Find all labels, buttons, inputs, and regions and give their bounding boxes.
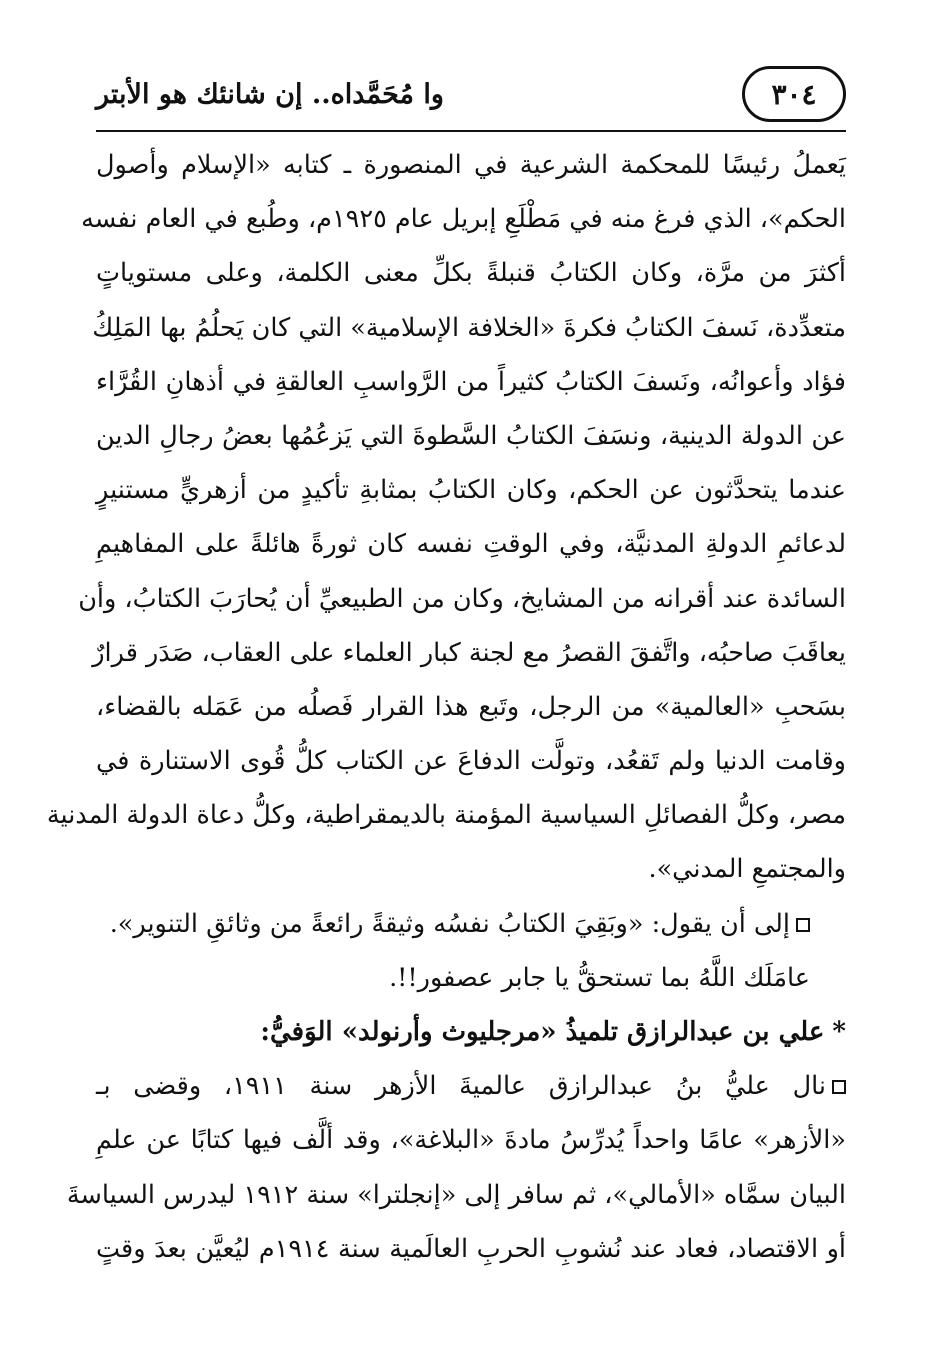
text-line: «الأزهر» عامًا واحداً يُدرِّسُ مادةَ «البلاغة»، وقد ألَّف فيها كتابًا عن علمِ [96, 1125, 846, 1156]
quote-text: إلى أن يقول: «وبَقِيَ الكتابُ نفسُه وثيقةً رائعةً من وثائقِ التنوير». [109, 908, 790, 939]
text-line: بسَحبِ «العالمية» من الرجل، وتَبع هذا القرار فَصلُه من عَمَله بالقضاء، [96, 691, 846, 722]
quote-line [96, 897, 846, 951]
text-line: عن الدولة الدينية، ونسَفَ الكتابُ السَّطوةَ التي يَزعُمُها بعضُ رجالِ الدين [96, 420, 846, 451]
text-line: والمجتمعِ المدني». [648, 854, 846, 885]
text-line: يعاقَبَ صاحبُه، واتَّفقَ القصرُ مع لجنة كبار العلماء على العقاب، صَدَر قرارٌ [92, 637, 846, 668]
header-rule [96, 130, 846, 132]
text-line-content: نال عليُّ بنُ عبدالرازق عالميةَ الأزهر سنة ١٩١١، وقضى بـ [96, 1071, 826, 1102]
page-header [96, 58, 846, 130]
text-line: عندما يتحدَّثون عن الحكم، وكان الكتابُ بمثابةِ تأكيدٍ من أزهريٍّ مستنيرٍ [96, 475, 846, 506]
text-line: فؤاد وأعوانُه، ونَسفَ الكتابُ كثيراً من الرَّواسبِ العالقةِ في أذهانِ القُرَّاء [96, 366, 846, 397]
text-line: الحكم»، الذي فرغ منه في مَطْلَعِ إبريل عام ١٩٢٥م، وطُبع في العام نفسه [81, 204, 846, 235]
paragraph-square-icon [796, 918, 810, 932]
text-line: وقامت الدنيا ولم تَقعُد، وتولَّت الدفاعَ عن الكتاب كلُّ قُوى الاستنارة في [96, 746, 846, 777]
section-heading-text: علي بن عبدالرازق تلميذُ «مرجليوث وأرنولد» الوَفيُّ: [260, 1017, 825, 1047]
heading-star: * [832, 1017, 846, 1047]
text-line: السائدة عند أقرانه من المشايخ، وكان من الطبيعيِّ أن يُحارَبَ الكتابُ، وأن [78, 583, 846, 614]
running-title: وا مُحَمَّداه.. إن شانئك هو الأبتر [96, 78, 444, 110]
text-line: متعدِّدة، نَسفَ الكتابُ فكرةَ «الخلافة الإسلامية» التي كان يَحلُمُ بها المَلِكُ [92, 312, 846, 343]
section-heading [96, 1005, 846, 1059]
text-line: أكثرَ من مرَّة، وكان الكتابُ قنبلةً بكلِّ معنى الكلمة، وعلى مستوياتٍ [96, 258, 846, 289]
text-line: مصر، وكلُّ الفصائلِ السياسية المؤمنة بالديمقراطية، وكلُّ دعاة الدولة المدنية [46, 800, 846, 831]
page-number: ٣٠٤ [771, 77, 817, 111]
text-line: أو الاقتصاد، فعاد عند نُشوبِ الحربِ العالَمية سنة ١٩١٤م ليُعيَّن بعدَ وقتٍ [96, 1233, 846, 1264]
body-text [46, 138, 846, 1276]
quote-line: عامَلَك اللَّهُ بما تستحقُّ يا جابر عصفور!!. [389, 962, 810, 993]
text-line: يَعملُ رئيسًا للمحكمة الشرعية في المنصورة ـ كتابه «الإسلام وأصول [96, 150, 846, 180]
text-line: البيان سمَّاه «الأمالي»، ثم سافر إلى «إنجلترا» سنة ١٩١٢ ليدرس السياسةَ [66, 1179, 846, 1210]
text-line: لدعائمِ الدولةِ المدنيَّة، وفي الوقتِ نفسه كان ثورةً هائلةً على المفاهيمِ [96, 529, 846, 560]
page-number-badge [742, 66, 846, 122]
text-line [96, 1059, 846, 1113]
paragraph-square-icon [832, 1080, 846, 1094]
